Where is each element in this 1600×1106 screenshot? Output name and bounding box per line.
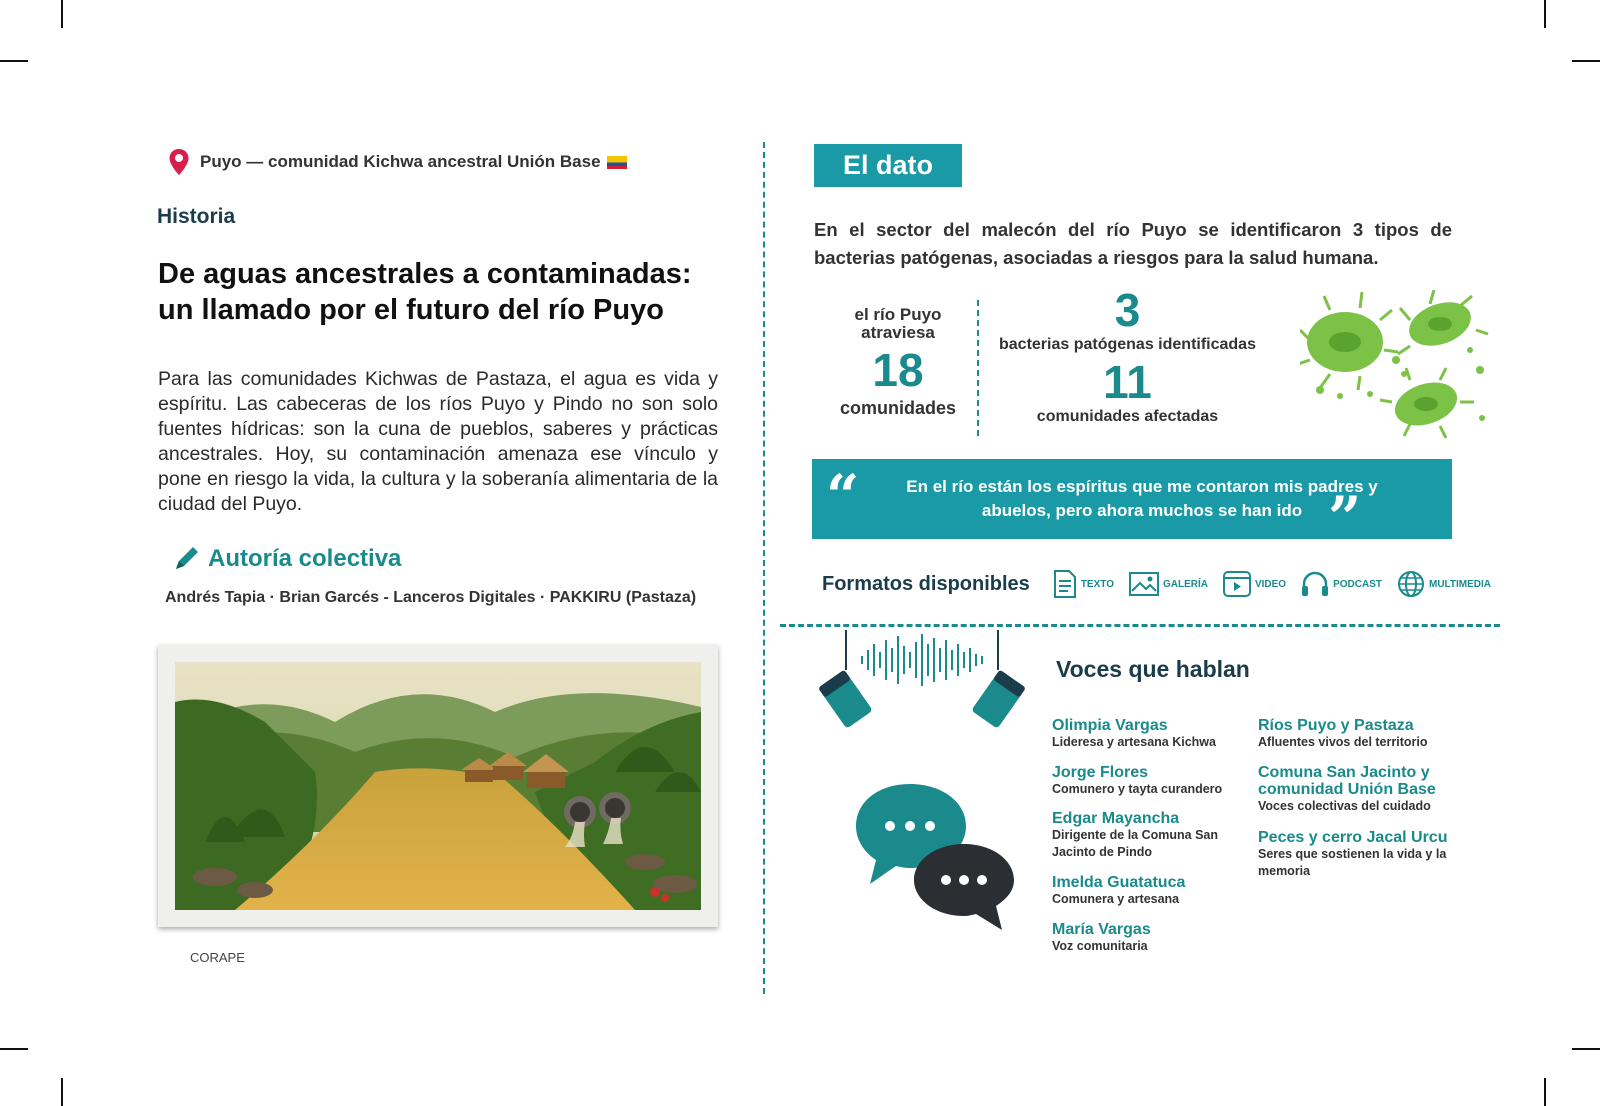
microphone-sound-wave-icon [812, 630, 1032, 745]
format-galeria[interactable] [1128, 571, 1208, 597]
crop-mark [61, 1078, 63, 1106]
stat-post-label: comunidades [839, 398, 957, 418]
map-pin-icon [168, 148, 190, 176]
section-tag: Historia [157, 205, 236, 228]
document-icon [1052, 569, 1078, 599]
voice-name: Comuna San Jacinto y comunidad Unión Base [1258, 764, 1436, 798]
quote-text: En el río están los espíritus que me contaron mis padres y abuelos, pero ahora muchos se han ido [906, 477, 1378, 520]
format-podcast[interactable] [1300, 570, 1382, 598]
voice-role: Afluentes vivos del territorio [1258, 735, 1428, 749]
crop-mark [1544, 0, 1546, 28]
voice-name: María Vargas [1052, 921, 1151, 938]
ecuador-flag-icon [607, 156, 627, 169]
format-label: GALERÍA [1162, 578, 1208, 590]
page-title [158, 256, 718, 328]
story-intro: Para las comunidades Kichwas de Pastaza, el agua es vida y espíritu. Las cabeceras de los ríos Puyo y Pindo no son solo fuentes hídricas: son la cuna de pueblos, saberes y prácticas ancestrales. Hoy, su contaminación amenaza ese vínculo y pone en riesgo la vida, la cultura y la soberanía alimentaria de la ciudad del Puyo. [158, 368, 718, 515]
voice-item [1258, 764, 1468, 815]
stat-bacteria [990, 284, 1265, 354]
format-label: PODCAST [1333, 578, 1382, 590]
crop-mark [0, 1048, 28, 1050]
image-icon [1128, 571, 1160, 597]
title-line-1: De aguas ancestrales a contaminadas: [158, 258, 692, 290]
voice-role: Seres que sostienen la vida y la memoria [1258, 847, 1447, 878]
formats-bar [822, 569, 1491, 599]
authorship-title: Autoría colectiva [208, 545, 402, 572]
location-line [168, 148, 627, 176]
voice-role: Voces colectivas del cuidado [1258, 799, 1431, 813]
voice-item [1052, 921, 1252, 955]
voice-item [1052, 717, 1252, 751]
crop-mark [1572, 1048, 1600, 1050]
formats-label: Formatos disponibles [822, 572, 1030, 595]
voice-name: Imelda Guatatuca [1052, 874, 1186, 891]
dato-label: El dato [814, 144, 962, 187]
format-video[interactable] [1222, 570, 1286, 598]
title-line-2: un llamado por el futuro del río Puyo [158, 294, 664, 326]
stat-label: bacterias patógenas identificadas [999, 336, 1256, 353]
format-label: VIDEO [1254, 578, 1287, 590]
dato-text: En el sector del malecón del río Puyo se identificaron 3 tipos de bacterias patógenas, asociadas a riesgos para la salud humana. [814, 219, 1452, 268]
voice-item [1052, 874, 1252, 908]
section-divider [780, 624, 1500, 627]
authorship-heading [172, 545, 401, 573]
crop-mark [61, 0, 63, 28]
format-label: TEXTO [1080, 578, 1114, 590]
bacteria-icon [1300, 290, 1490, 440]
open-quote-icon: “ [826, 462, 860, 530]
stat-affected [990, 356, 1265, 426]
location-text: Puyo — comunidad Kichwa ancestral Unión Base [200, 152, 627, 172]
format-multimedia[interactable] [1396, 569, 1491, 599]
photo-credit: CORAPE [190, 950, 245, 965]
voice-name: Ríos Puyo y Pastaza [1258, 717, 1414, 734]
chat-bubbles-icon [852, 780, 1022, 930]
voice-name: Jorge Flores [1052, 764, 1149, 781]
voice-name: Edgar Mayancha [1052, 810, 1180, 827]
river-illustration [175, 662, 701, 910]
voice-role: Lideresa y artesana Kichwa [1052, 735, 1216, 749]
voice-role: Dirigente de la Comuna San Jacinto de Pindo [1052, 828, 1219, 859]
author-names: Andrés Tapia · Brian Garcés - Lanceros Digitales · PAKKIRU (Pastaza) [165, 589, 697, 606]
stat-pre-label: el río Puyo atraviesa [854, 305, 942, 342]
voice-role: Comunero y tayta curandero [1052, 782, 1223, 796]
voice-item [1258, 717, 1468, 751]
voice-role: Comunera y artesana [1052, 892, 1180, 906]
voice-item [1258, 829, 1458, 880]
close-quote-icon: ” [1328, 484, 1362, 552]
voices-title: Voces que hablan [1056, 656, 1250, 682]
crop-mark [0, 60, 28, 62]
voice-name: Olimpia Vargas [1052, 717, 1168, 734]
format-texto[interactable] [1052, 569, 1114, 599]
voice-role: Voz comunitaria [1052, 939, 1148, 953]
pencil-icon [172, 545, 200, 573]
stat-value: 3 [1114, 284, 1141, 336]
quote-box [812, 459, 1452, 552]
video-icon [1222, 570, 1252, 598]
column-divider [763, 142, 765, 994]
voice-item [1052, 764, 1252, 798]
globe-icon [1396, 569, 1426, 599]
voice-item [1052, 810, 1247, 861]
crop-mark [1544, 1078, 1546, 1106]
crop-mark [1572, 60, 1600, 62]
stat-value: 18 [872, 344, 924, 396]
format-label: MULTIMEDIA [1429, 578, 1492, 590]
stat-divider [977, 300, 979, 436]
river-photo [158, 645, 718, 927]
headphones-icon [1300, 570, 1330, 598]
voice-name: Peces y cerro Jacal Urcu [1258, 829, 1448, 846]
stat-value: 11 [1103, 356, 1152, 408]
stat-communities-crossed [818, 306, 978, 419]
stat-label: comunidades afectadas [1036, 408, 1219, 425]
